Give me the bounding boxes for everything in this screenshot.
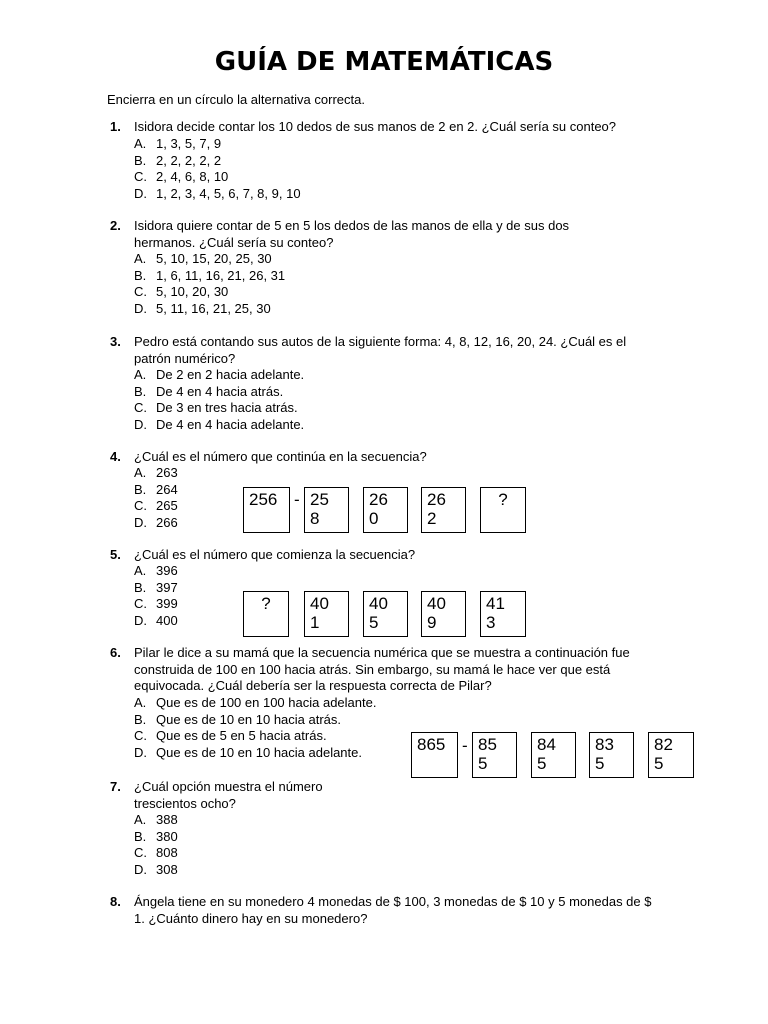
option-text: De 3 en tres hacia atrás. (156, 400, 298, 416)
option-text: Que es de 10 en 10 hacia adelante. (156, 744, 362, 760)
sequence-box: 865 (411, 732, 458, 778)
instructions: Encierra en un círculo la alternativa correcta. (107, 92, 365, 107)
question-text: Ángela tiene en su monedero 4 monedas de $ 100, 3 monedas de $ 10 y 5 monedas de $ 1. ¿Cuánto dinero hay en su monedero? (134, 894, 652, 926)
options-list (134, 812, 178, 878)
option-text: De 4 en 4 hacia adelante. (156, 416, 305, 432)
option-c[interactable] (134, 596, 178, 613)
option-letter: D. (134, 300, 147, 316)
sequence-box: 85 5 (472, 732, 517, 778)
option-a[interactable] (134, 251, 285, 268)
option-text: 400 (156, 612, 178, 628)
sequence-box: 26 2 (421, 487, 466, 533)
option-letter: A. (134, 812, 147, 827)
option-c[interactable] (134, 728, 376, 745)
option-d[interactable] (134, 515, 178, 532)
options-list (134, 563, 178, 629)
option-a[interactable] (134, 367, 304, 384)
option-text: 1, 2, 3, 4, 5, 6, 7, 8, 9, 10 (156, 185, 301, 201)
options-list (134, 367, 304, 433)
question-number: 8. (110, 894, 121, 909)
option-letter: A. (134, 563, 147, 578)
option-b[interactable] (134, 268, 285, 285)
option-a[interactable] (134, 136, 301, 153)
options-list (134, 251, 285, 317)
option-a[interactable] (134, 695, 376, 712)
option-text: 263 (156, 465, 178, 480)
option-letter: B. (134, 481, 147, 497)
sequence-box: 40 9 (421, 591, 466, 637)
option-c[interactable] (134, 845, 178, 862)
option-letter: D. (134, 861, 147, 877)
option-letter: C. (134, 284, 147, 300)
option-letter: B. (134, 267, 147, 283)
option-letter: D. (134, 185, 147, 201)
question-text: Pilar le dice a su mamá que la secuencia numérica que se muestra a continuación fue construida de 100 en 100 hacia atrás. Sin embargo, su mamá le hace ver que está equivocada. ¿Cuál debería ser la respuesta correcta de Pilar? (134, 645, 630, 694)
option-b[interactable] (134, 712, 376, 729)
page-title: GUÍA DE MATEMÁTICAS (214, 47, 554, 77)
option-letter: B. (134, 579, 147, 595)
option-letter: A. (134, 695, 147, 710)
option-text: 264 (156, 481, 178, 497)
sequence-box-unknown[interactable]: ? (480, 487, 526, 533)
options-list (134, 136, 301, 202)
question-number: 3. (110, 334, 121, 349)
option-text: 1, 3, 5, 7, 9 (156, 136, 222, 151)
option-text: 5, 11, 16, 21, 25, 30 (156, 300, 271, 316)
question-number: 4. (110, 449, 121, 464)
option-b[interactable] (134, 482, 178, 499)
option-letter: B. (134, 828, 147, 844)
option-text: 308 (156, 861, 178, 877)
option-c[interactable] (134, 400, 304, 417)
option-c[interactable] (134, 284, 285, 301)
sequence-box: 84 5 (531, 732, 576, 778)
option-a[interactable] (134, 465, 178, 482)
option-d[interactable] (134, 613, 178, 630)
sequence-box: 40 1 (304, 591, 349, 637)
question-number: 7. (110, 779, 121, 794)
option-letter: C. (134, 498, 147, 514)
option-text: 1, 6, 11, 16, 21, 26, 31 (156, 267, 286, 283)
option-letter: B. (134, 152, 147, 168)
sequence-box-unknown[interactable]: ? (243, 591, 289, 637)
option-text: Que es de 10 en 10 hacia atrás. (156, 711, 342, 727)
sequence-box: 41 3 (480, 591, 526, 637)
question-number: 1. (110, 119, 121, 134)
option-text: 2, 4, 6, 8, 10 (156, 169, 229, 185)
sequence-separator: - (294, 490, 300, 509)
options-list (134, 695, 376, 761)
option-c[interactable] (134, 169, 301, 186)
option-d[interactable] (134, 417, 304, 434)
sequence-box: 40 5 (363, 591, 408, 637)
option-d[interactable] (134, 186, 301, 203)
option-letter: C. (134, 845, 147, 861)
option-letter: A. (134, 367, 147, 382)
option-letter: A. (134, 465, 147, 480)
sequence-separator: - (462, 736, 468, 755)
option-letter: B. (134, 711, 147, 727)
option-text: 399 (156, 596, 178, 612)
option-letter: D. (134, 612, 147, 628)
sequence-box: 82 5 (648, 732, 694, 778)
question-text: ¿Cuál opción muestra el número trescientos ocho? (134, 779, 323, 811)
option-letter: C. (134, 400, 147, 416)
option-letter: C. (134, 728, 147, 744)
question-text: Isidora decide contar los 10 dedos de sus manos de 2 en 2. ¿Cuál sería su conteo? (134, 119, 617, 134)
sequence-box: 25 8 (304, 487, 349, 533)
option-text: 396 (156, 563, 178, 578)
option-text: Que es de 100 en 100 hacia adelante. (156, 695, 377, 710)
option-text: 808 (156, 845, 178, 861)
sequence-box: 26 0 (363, 487, 408, 533)
option-b[interactable] (134, 153, 301, 170)
option-letter: D. (134, 744, 147, 760)
question-number: 2. (110, 218, 121, 233)
option-text: 388 (156, 812, 178, 827)
option-a[interactable] (134, 563, 178, 580)
option-letter: A. (134, 136, 147, 151)
option-d[interactable] (134, 862, 178, 879)
question-text: ¿Cuál es el número que continúa en la secuencia? (134, 449, 427, 464)
option-text: De 2 en 2 hacia adelante. (156, 367, 305, 382)
question-text: ¿Cuál es el número que comienza la secuencia? (134, 547, 416, 562)
option-letter: D. (134, 416, 147, 432)
option-b[interactable] (134, 580, 178, 597)
option-b[interactable] (134, 829, 178, 846)
option-letter: A. (134, 251, 147, 266)
question-text: Isidora quiere contar de 5 en 5 los dedos de las manos de ella y de sus dos hermanos. ¿Cuál sería su conteo? (134, 218, 570, 250)
option-c[interactable] (134, 498, 178, 515)
option-d[interactable] (134, 745, 376, 762)
option-text: 265 (156, 498, 178, 514)
option-letter: C. (134, 596, 147, 612)
option-text: Que es de 5 en 5 hacia atrás. (156, 728, 327, 744)
option-d[interactable] (134, 301, 285, 318)
option-text: 380 (156, 828, 178, 844)
options-list (134, 465, 178, 531)
question-number: 6. (110, 645, 121, 660)
option-text: De 4 en 4 hacia atrás. (156, 383, 284, 399)
option-text: 5, 10, 20, 30 (156, 284, 229, 300)
option-a[interactable] (134, 812, 178, 829)
question-number: 5. (110, 547, 121, 562)
question-text: Pedro está contando sus autos de la siguiente forma: 4, 8, 12, 16, 20, 24. ¿Cuál es el patrón numérico? (134, 334, 627, 366)
option-letter: D. (134, 514, 147, 530)
option-text: 266 (156, 514, 178, 530)
option-letter: C. (134, 169, 147, 185)
sequence-box: 256 (243, 487, 290, 533)
option-text: 5, 10, 15, 20, 25, 30 (156, 251, 272, 266)
sequence-box: 83 5 (589, 732, 634, 778)
option-text: 2, 2, 2, 2, 2 (156, 152, 222, 168)
option-letter: B. (134, 383, 147, 399)
option-b[interactable] (134, 384, 304, 401)
option-text: 397 (156, 579, 178, 595)
